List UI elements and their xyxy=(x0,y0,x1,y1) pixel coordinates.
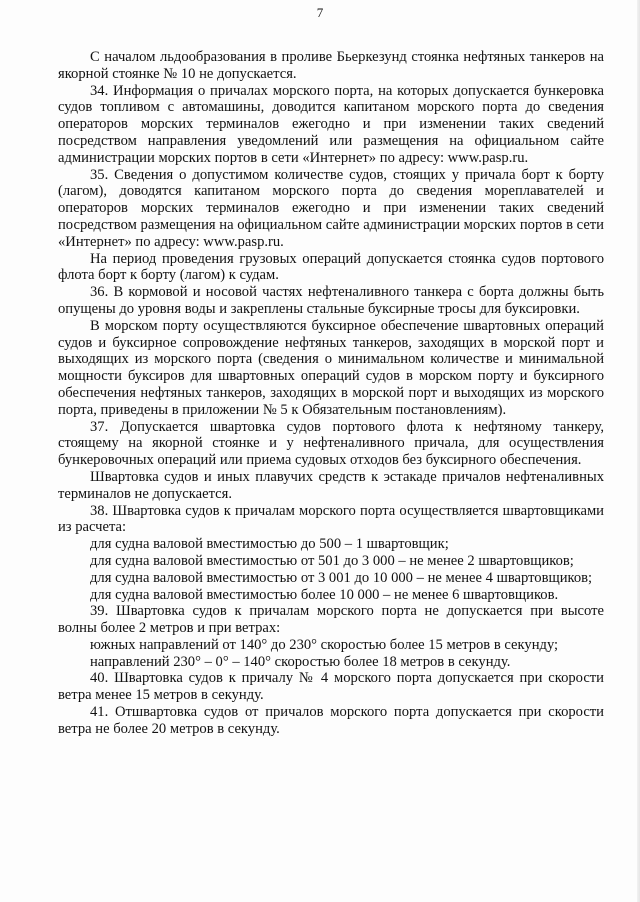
page-number: 7 xyxy=(316,5,324,20)
body-text xyxy=(58,49,604,738)
paragraph-ice-formation: С началом льдообразования в проливе Бьеркезунд стоянка нефтяных танкеров на якорной стоянке № 10 не допускается. xyxy=(58,49,604,82)
paragraph-40-berth-4: 40. Швартовка судов к причалу № 4 морского порта допускается при скорости ветра менее 15 метров в секунду. xyxy=(58,670,604,704)
paragraph-41-unmooring: 41. Отшвартовка судов от причалов морского порта допускается при скорости ветра не более 20 метров в секунду. xyxy=(58,704,604,737)
paragraph-36-towing-wires: 36. В кормовой и носовой частях нефтеналивного танкера с борта должны быть опущены до уровня воды и закреплены стальные буксирные тросы для буксировки. xyxy=(58,284,604,317)
paragraph-tug-assistance: В морском порту осуществляются буксирное обеспечение швартовных операций судов и буксирное сопровождение нефтяных танкеров, заходящих в морской порт и выходящих из морского порта (сведения о минимальном количестве и минимальной мощности буксиров для швартовных операций судов в морском порту и буксирного обеспечения нефтяных танкеров, заходящих в морской порт и выходящих из морского порта, приведены в приложении № 5 к Обязательным постановлениям). xyxy=(58,317,604,418)
list-item-other-winds: направлений 230° – 0° – 140° скоростью более 18 метров в секунду. xyxy=(90,653,511,670)
paragraph-39-wave-wind-limits: 39. Швартовка судов к причалам морского порта не допускается при высоте волны более 2 метров и при ветрах: xyxy=(58,603,604,637)
paragraph-trestle-mooring: Швартовка судов и иных плавучих средств к эстакаде причалов нефтеналивных терминалов не допускается. xyxy=(58,468,604,502)
list-item-gt-over-10000: для судна валовой вместимостью более 10 000 – не менее 6 швартовщиков. xyxy=(90,586,559,603)
paragraph-34-bunkering-info: 34. Информация о причалах морского порта, на которых допускается бункеровка судов топливом с автомашины, доводится капитаном морского порта до сведения операторов морских терминалов ежегодно и при изменении таких сведений посредством направления уведомлений или размещения на официальном сайте администрации морских портов в сети «Интернет» по адресу: www.pasp.ru. xyxy=(58,82,604,166)
paragraph-35-alongside-mooring: 35. Сведения о допустимом количестве судов, стоящих у причала борт к борту (лагом), доводятся капитаном морского порта до сведения мореплавателей и операторов морских терминалов ежегодно и при изменении таких сведений посредством размещения на официальном сайте администрации морских портов в сети «Интернет» по адресу: www.pasp.ru. xyxy=(58,166,604,250)
list-item-south-winds: южных направлений от 140° до 230° скоростью более 15 метров в секунду; xyxy=(90,636,559,653)
list-item-gt-500: для судна валовой вместимостью до 500 – 1 швартовщик; xyxy=(90,536,449,553)
paragraph-cargo-operations: На период проведения грузовых операций допускается стоянка судов портового флота борт к борту (лагом) к судам. xyxy=(58,250,604,284)
paragraph-38-mooring-crew: 38. Швартовка судов к причалам морского порта осуществляется швартовщиками из расчета: xyxy=(58,502,604,536)
paragraph-37-port-fleet-mooring: 37. Допускается швартовка судов портового флота к нефтяному танкеру, стоящему на якорной стоянке и у нефтеналивного причала, для осуществления бункеровочных операций или приема судовых отходов без буксирного обеспечения. xyxy=(58,418,604,469)
list-item-gt-501-3000: для судна валовой вместимостью от 501 до 3 000 – не менее 2 швартовщиков; xyxy=(90,552,574,569)
list-item-gt-3001-10000: для судна валовой вместимостью от 3 001 до 10 000 – не менее 4 швартовщиков; xyxy=(90,569,593,586)
